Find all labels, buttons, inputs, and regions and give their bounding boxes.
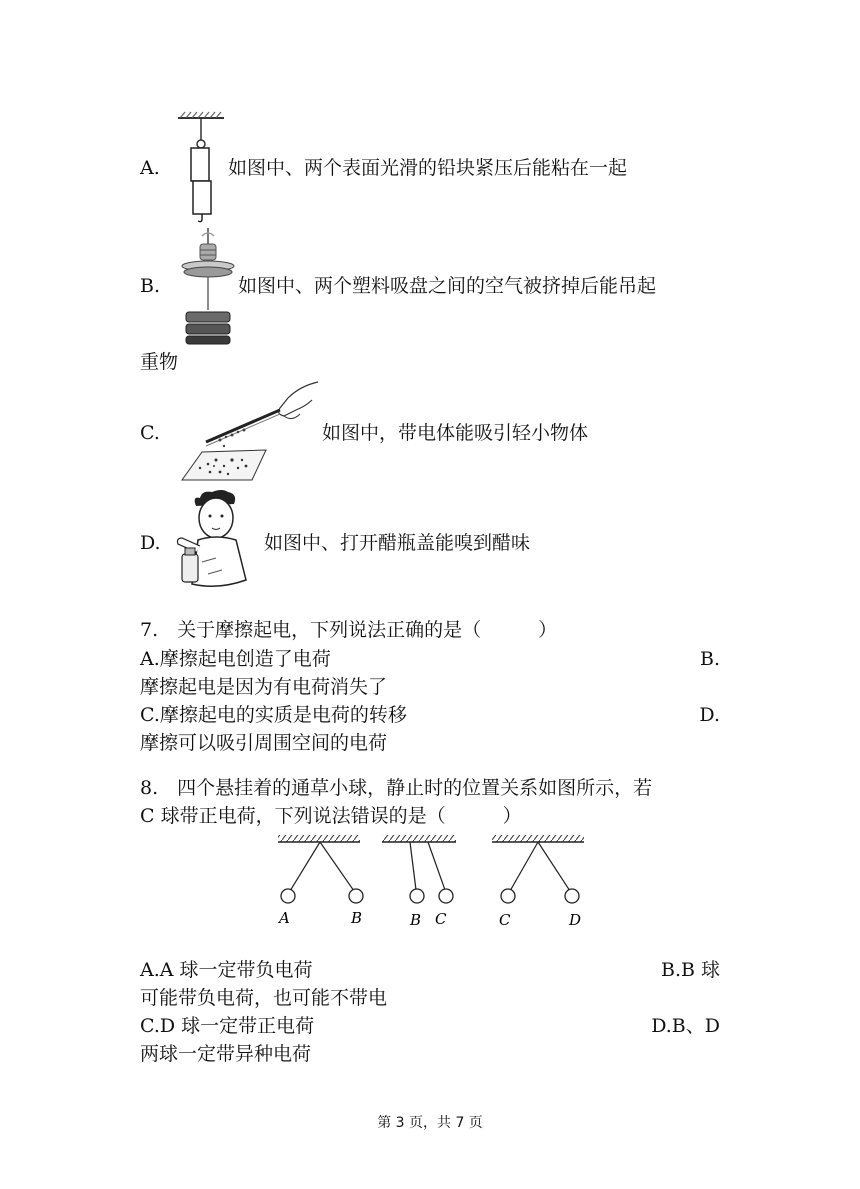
option-text: 如图中、两个塑料吸盘之间的空气被挤掉后能吊起 xyxy=(238,275,657,297)
q8-stem-line2: C 球带正电荷，下列说法错误的是（ ） xyxy=(140,805,522,827)
ball-group-cd xyxy=(492,835,584,903)
q8-stem-line1: 8. 四个悬挂着的通草小球，静止时的位置关系如图所示，若 xyxy=(140,777,653,799)
ball-group-bc xyxy=(382,835,456,903)
hanging-balls-figure xyxy=(270,832,600,932)
ball-group-ab xyxy=(278,835,363,903)
page-footer: 第 3 页，共 7 页 xyxy=(377,1115,483,1131)
q8-option-c: C.D 球一定带正电荷 xyxy=(140,1015,315,1037)
vinegar-boy-figure xyxy=(172,488,264,594)
q8-option-d-text: 两球一定带异种电荷 xyxy=(140,1043,312,1065)
ball-label: C xyxy=(499,911,511,929)
q7-option-a: A.摩擦起电创造了电荷 xyxy=(140,648,331,670)
option-letter: B. xyxy=(140,275,161,297)
option-letter: D. xyxy=(140,532,161,554)
ball-label: D xyxy=(569,911,582,929)
q7-option-d-letter: D. xyxy=(699,704,720,726)
lead-blocks-figure xyxy=(176,110,226,225)
ball-label: B xyxy=(351,909,363,927)
option-text: 如图中、两个表面光滑的铅块紧压后能粘在一起 xyxy=(228,157,628,179)
q6-option-a xyxy=(140,154,628,182)
ball-label: A xyxy=(279,909,290,927)
option-letter: C. xyxy=(140,422,160,444)
q6-option-d xyxy=(140,529,531,557)
q6-option-b xyxy=(140,272,657,300)
option-text: 如图中，带电体能吸引轻小物体 xyxy=(322,422,589,444)
q7-option-c: C.摩擦起电的实质是电荷的转移 xyxy=(140,704,407,726)
q8-option-a: A.A 球一定带负电荷 xyxy=(140,959,313,981)
q6-option-b-continued: 重物 xyxy=(140,351,179,373)
charged-rod-figure xyxy=(180,380,320,485)
q7-option-b-text: 摩擦起电是因为有电荷消失了 xyxy=(140,676,388,698)
option-letter: A. xyxy=(140,157,160,179)
suction-cups-figure xyxy=(178,226,238,348)
q8-option-b-text: 可能带负电荷，也可能不带电 xyxy=(140,987,388,1009)
q8-option-d-head: D.B、D xyxy=(651,1015,720,1037)
q7-option-b-letter: B. xyxy=(699,648,720,670)
q8-option-b-head: B.B 球 xyxy=(660,959,720,981)
option-text: 如图中、打开醋瓶盖能嗅到醋味 xyxy=(264,532,531,554)
ball-label: C xyxy=(435,910,447,928)
ball-label: B xyxy=(410,911,422,929)
q6-option-c xyxy=(140,419,589,447)
q7-option-d-text: 摩擦可以吸引周围空间的电荷 xyxy=(140,732,388,754)
q7-stem: 7. 关于摩擦起电，下列说法正确的是（ ） xyxy=(140,619,558,641)
